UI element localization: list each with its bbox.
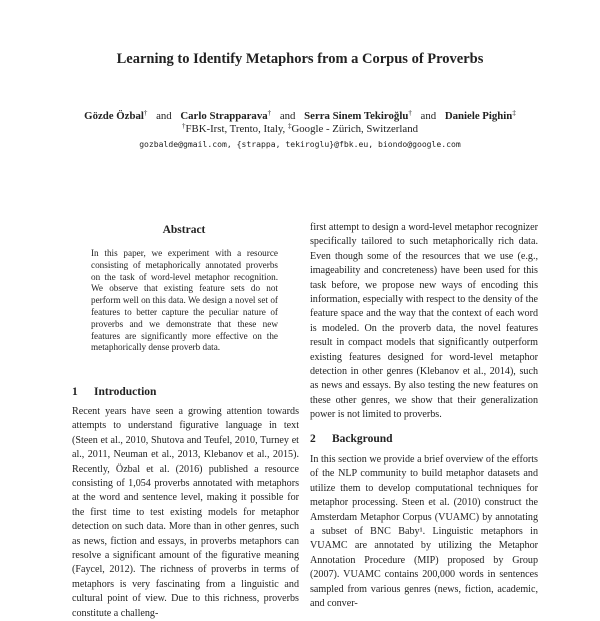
and-word: and	[279, 110, 296, 122]
section-number: 1	[72, 386, 78, 398]
section-number: 2	[310, 433, 316, 445]
section-title: Introduction	[94, 386, 157, 398]
author-name: Carlo Strapparava	[180, 110, 268, 122]
affiliation-text: Google - Zürich, Switzerland	[291, 123, 418, 135]
paper-title: Learning to Identify Metaphors from a Corpus of Proverbs	[116, 51, 484, 67]
author-mark: ‡	[512, 109, 516, 117]
and-word: and	[156, 110, 172, 122]
background-text: In this section we provide a brief overview of the efforts of the NLP community to build metaphor datasets and utilize them to develop computational techniques for metaphor processing. Steen et al. (2010) construct the Amsterdam Metaphor Corpus (VUAMC) by annotating a subset of BNC Baby¹. Linguistic metaphors in VUAMC are annotated by utilizing the Metaphor Annotation Procedure (MIP) proposed by Group (2007). VUAMC contains 200,000 words in sentences sampled from various genres (news, fiction, academic, and conver-	[310, 454, 538, 610]
section-heading-background	[310, 433, 393, 445]
author-mark: †	[267, 109, 272, 117]
email-line: gozbalde@gmail.com, {strappa, tekiroglu}@fbk.eu, biondo@google.com	[139, 139, 461, 149]
section-title: Background	[332, 433, 393, 445]
right-column-text: first attempt to design a word-level metaphor recognizer specifically tailored to such metaphorically rich data. Even though some of the resources that we use (e.g., imageability and concreteness) have been used for this task before, we propose new ways of encoding this information, especially with respect to the density of the feature space and the way that the context of each word is modeled. On the proverb data, the novel features result in compact models that significantly outperform existing features designed for word-level metaphor detection in other genres (Klebanov et al., 2014), such as news and essays. By also testing the new features on these other genres, we show that their generalization power is not limited to proverbs.	[310, 222, 538, 421]
author-name: Serra Sinem Tekiroğlu	[304, 110, 409, 122]
and-word: and	[420, 110, 437, 122]
introduction-text: Recent years have seen a growing attention towards attempts to understand figurative language in text (Steen et al., 2010, Shutova and Teufel, 2010, Turney et al., 2011, Neuman et al., 2013, Klebanov et al., 2015). Recently, Özbal et al. (2016) published a resource consisting of 1,054 proverbs annotated with metaphors at the word and sentence level, making it possible for the first time to test existing models for metaphor detection on such data. More than in other genres, such as news, fiction and essays, in proverbs metaphors can resolve a significant amount of the figurative meaning (Faycel, 2012). The richness of proverbs in terms of metaphors is very fascinating from a linguistic and cultural point of view. Due to this richness, proverbs constitute a challeng-	[72, 406, 299, 619]
affiliation-mark: †	[181, 122, 186, 130]
abstract-heading: Abstract	[162, 224, 206, 236]
author-mark: †	[143, 109, 148, 117]
author-name: Gözde Özbal	[84, 110, 144, 122]
author-list	[0, 110, 600, 122]
author-name: Daniele Pighin	[444, 110, 513, 122]
abstract-text: In this paper, we experiment with a resource consisting of metaphorically annotated proverbs on the task of word-level metaphor recognition. We observe that existing feature sets do not perform well on this data. We design a novel set of features to better capture the peculiar nature of proverbs and we demonstrate that these new features are significantly more effective on the metaphorically dense proverb data.	[91, 248, 278, 353]
affiliation-mark: ‡	[287, 122, 292, 130]
affiliation-text: FBK-Irst, Trento, Italy,	[185, 123, 288, 135]
affiliation-line	[0, 123, 600, 135]
section-heading-introduction	[72, 386, 156, 398]
author-mark: †	[408, 109, 412, 117]
